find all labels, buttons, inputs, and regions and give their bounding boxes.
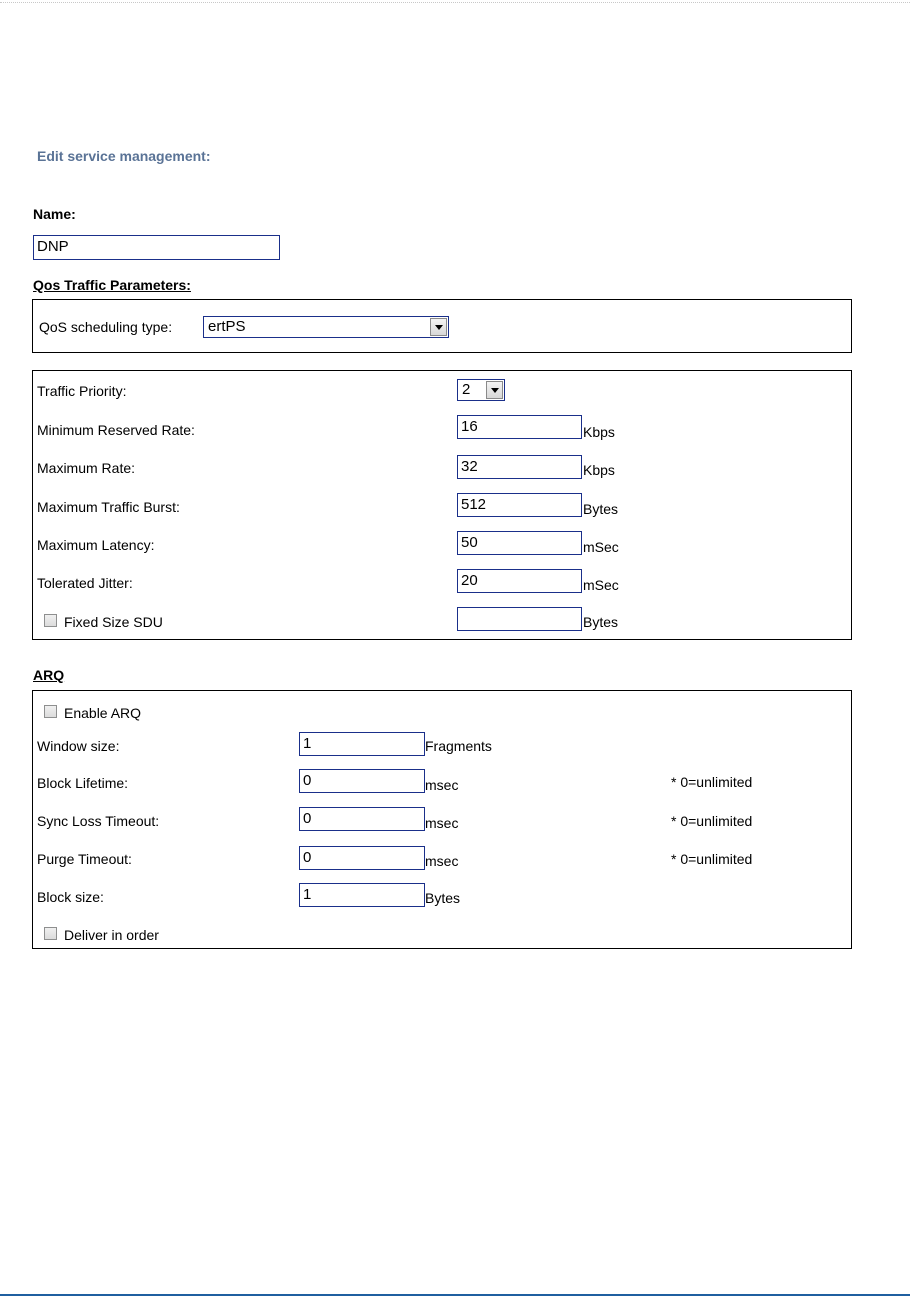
purge-timeout-label: Purge Timeout: <box>37 851 132 867</box>
tolerated-jitter-input[interactable]: 20 <box>457 569 582 593</box>
block-size-unit: Bytes <box>425 890 461 906</box>
block-lifetime-label: Block Lifetime: <box>37 775 129 791</box>
footer-divider <box>0 1294 910 1296</box>
deliver-in-order-checkbox[interactable] <box>44 927 57 940</box>
arq-panel <box>32 690 852 949</box>
sync-loss-timeout-unit: msec <box>425 815 459 831</box>
traffic-priority-label: Traffic Priority: <box>37 383 127 399</box>
fixed-size-sdu-checkbox[interactable] <box>44 614 57 627</box>
traffic-priority-value: 2 <box>462 381 471 398</box>
min-reserved-rate-input[interactable]: 16 <box>457 415 582 439</box>
traffic-priority-select[interactable] <box>457 379 505 401</box>
max-latency-label: Maximum Latency: <box>37 537 155 553</box>
name-label: Name: <box>33 206 76 222</box>
qos-scheduling-panel <box>32 299 852 353</box>
fixed-size-sdu-label: Fixed Size SDU <box>64 614 163 630</box>
purge-timeout-note: * 0=unlimited <box>671 851 753 867</box>
qos-traffic-heading: Qos Traffic Parameters: <box>33 277 191 293</box>
fixed-size-sdu-unit: Bytes <box>583 614 619 630</box>
enable-arq-checkbox[interactable] <box>44 705 57 718</box>
max-traffic-burst-unit: Bytes <box>583 501 619 517</box>
scheduling-type-value: ertPS <box>208 318 246 335</box>
block-lifetime-input[interactable]: 0 <box>299 769 425 793</box>
chevron-down-icon[interactable] <box>430 318 447 336</box>
max-rate-input[interactable]: 32 <box>457 455 582 479</box>
block-lifetime-unit: msec <box>425 777 459 793</box>
fixed-size-sdu-input[interactable] <box>457 607 582 631</box>
traffic-parameters-panel <box>32 370 852 640</box>
max-rate-label: Maximum Rate: <box>37 460 136 476</box>
max-rate-unit: Kbps <box>583 462 615 478</box>
max-traffic-burst-input[interactable]: 512 <box>457 493 582 517</box>
sync-loss-timeout-note: * 0=unlimited <box>671 813 753 829</box>
block-lifetime-note: * 0=unlimited <box>671 774 753 790</box>
name-input[interactable]: DNP <box>33 235 280 260</box>
scheduling-type-label: QoS scheduling type: <box>39 319 173 335</box>
min-reserved-rate-unit: Kbps <box>583 424 615 440</box>
window-size-label: Window size: <box>37 738 120 754</box>
block-size-input[interactable]: 1 <box>299 883 425 907</box>
max-traffic-burst-label: Maximum Traffic Burst: <box>37 499 180 515</box>
tolerated-jitter-unit: mSec <box>583 577 619 593</box>
tolerated-jitter-label: Tolerated Jitter: <box>37 575 133 591</box>
window-size-unit: Fragments <box>425 738 492 754</box>
min-reserved-rate-label: Minimum Reserved Rate: <box>37 422 195 438</box>
deliver-in-order-label: Deliver in order <box>64 927 159 943</box>
purge-timeout-input[interactable]: 0 <box>299 846 425 870</box>
max-latency-input[interactable]: 50 <box>457 531 582 555</box>
sync-loss-timeout-label: Sync Loss Timeout: <box>37 813 160 829</box>
block-size-label: Block size: <box>37 889 104 905</box>
scheduling-type-select[interactable] <box>203 316 449 338</box>
sync-loss-timeout-input[interactable]: 0 <box>299 807 425 831</box>
page-title: Edit service management: <box>37 148 211 164</box>
window-size-input[interactable]: 1 <box>299 732 425 756</box>
purge-timeout-unit: msec <box>425 853 459 869</box>
chevron-down-icon[interactable] <box>486 381 503 399</box>
enable-arq-label: Enable ARQ <box>64 705 142 721</box>
max-latency-unit: mSec <box>583 539 619 555</box>
top-divider <box>0 2 910 3</box>
arq-heading: ARQ <box>33 667 65 683</box>
